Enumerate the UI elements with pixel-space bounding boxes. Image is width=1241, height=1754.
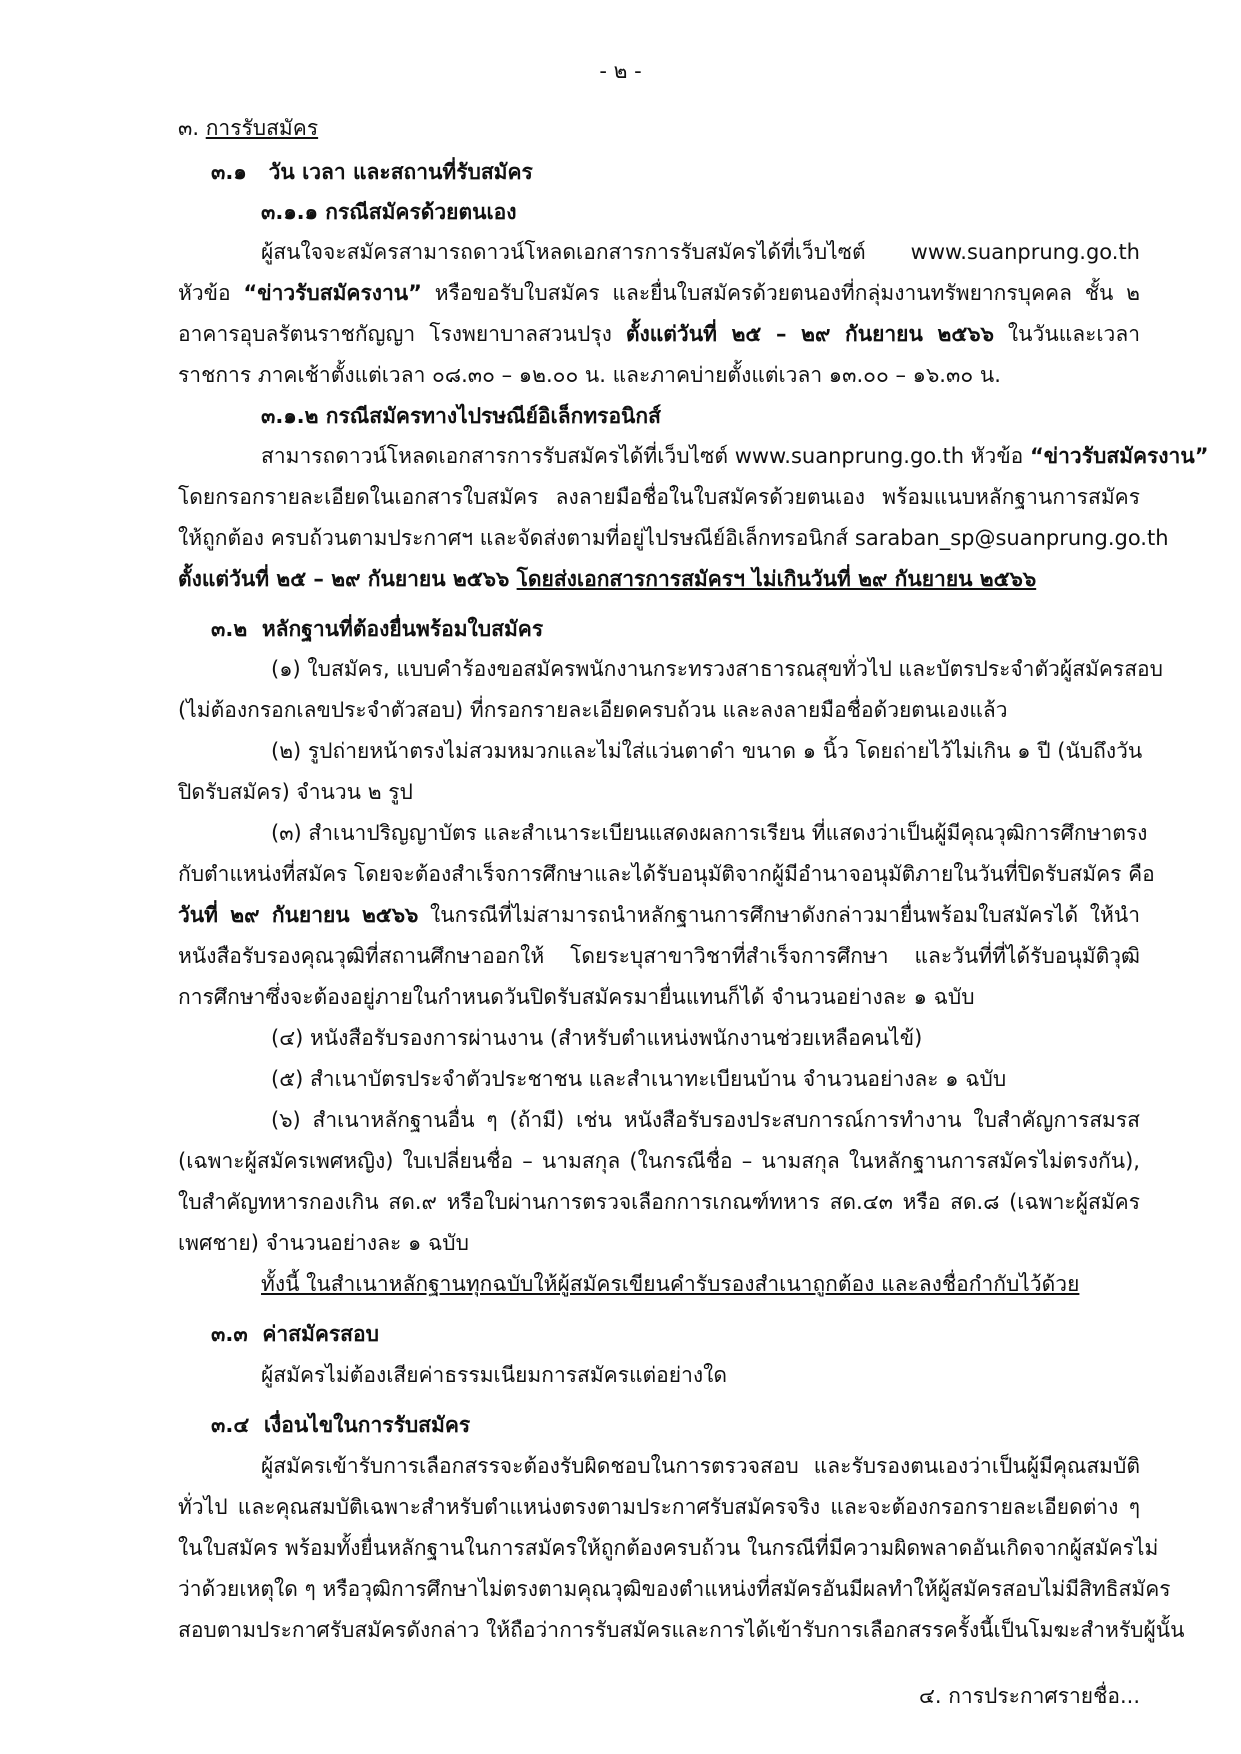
- list-item: (๔) หนังสือรับรองการผ่านงาน (สำหรับตำแหน่งพนักงานช่วยเหลือคนไข้): [271, 1026, 923, 1050]
- list-item-continuation: ปิดรับสมัคร) จำนวน ๒ รูป: [178, 780, 413, 804]
- list-item-continuation: การศึกษาซึ่งจะต้องอยู่ภายในกำหนดวันปิดรับสมัครมายื่นแทนก็ได้ จำนวนอย่างละ ๑ ฉบับ: [178, 985, 975, 1009]
- list-item: (๑) ใบสมัคร, แบบคำร้องขอสมัครพนักงานกระทรวงสาธารณสุขทั่วไป และบัตรประจำตัวผู้สมัครสอบ: [271, 657, 1163, 681]
- page-number: - ๒ -: [599, 59, 642, 83]
- list-item-continuation: ใบสำคัญทหารกองเกิน สด.๙ หรือใบผ่านการตรวจเลือกการเกณฑ์ทหาร สด.๔๓ หรือ สด.๘ (เฉพาะผู้สมัคร: [178, 1190, 1140, 1214]
- bold-text-run: “ข่าวรับสมัครงาน”: [243, 281, 422, 305]
- text-run: สามารถดาวน์โหลดเอกสารการรับสมัครได้ที่เว็บไซต์ www.suanprung.go.th หัวข้อ: [261, 444, 1030, 468]
- paragraph-line: ให้ถูกต้อง ครบถ้วนตามประกาศฯ และจัดส่งตามที่อยู่ไปรษณีย์อิเล็กทรอนิกส์ saraban_sp@suanprung.go.th: [178, 526, 1169, 550]
- paragraph-line: ผู้สมัครเข้ารับการเลือกสรรจะต้องรับผิดชอบในการตรวจสอบ และรับรองตนเองว่าเป็นผู้มีคุณสมบัติ: [261, 1454, 1140, 1478]
- subsection-3-4-number: ๓.๔: [211, 1413, 250, 1437]
- paragraph-line: [261, 436, 1209, 476]
- paragraph-line: ในใบสมัคร พร้อมทั้งยื่นหลักฐานในการสมัครให้ถูกต้องครบถ้วน ในกรณีที่มีความผิดพลาดอันเกิดจากผู้สมัครไม่: [178, 1536, 1159, 1560]
- subsection-3-1-number: ๓.๑: [211, 160, 247, 184]
- paragraph-line: [178, 314, 1140, 354]
- text-run: ในวันและเวลา: [993, 322, 1141, 346]
- list-item-continuation: เพศชาย) จำนวนอย่างละ ๑ ฉบับ: [178, 1231, 469, 1255]
- list-item-continuation: หนังสือรับรองคุณวุฒิที่สถานศึกษาออกให้ โดยระบุสาขาวิชาที่สำเร็จการศึกษา และวันที่ที่ได้รับอนุมัติวุฒิ: [178, 944, 1140, 968]
- subsection-3-3-heading: [211, 1314, 1140, 1354]
- subsection-3-3-title: ค่าสมัครสอบ: [262, 1322, 379, 1346]
- subsection-3-1-heading: [211, 152, 1140, 192]
- list-item-continuation: [178, 895, 1140, 935]
- text-run: หรือขอรับใบสมัคร และยื่นใบสมัครด้วยตนองที่กลุ่มงานทรัพยากรบุคคล ชั้น ๒: [421, 281, 1140, 305]
- subsection-3-4-heading: [211, 1405, 1140, 1445]
- section-number: ๓.: [178, 116, 200, 140]
- bold-text-run: ตั้งแต่วันที่ ๒๕ – ๒๙ กันยายน ๒๕๖๖: [625, 322, 994, 346]
- paragraph-line: สอบตามประกาศรับสมัครดังกล่าว ให้ถือว่าการรับสมัครและการได้เข้ารับการเลือกสรรครั้งนี้เป็นโมฆะสำหรับผู้นั้น: [178, 1618, 1185, 1642]
- paragraph-line: ราชการ ภาคเช้าตั้งแต่เวลา ๐๘.๓๐ – ๑๒.๐๐ น. และภาคบ่ายตั้งแต่เวลา ๑๓.๐๐ – ๑๖.๓๐ น.: [178, 363, 1001, 387]
- list-item-continuation: (ไม่ต้องกรอกเลขประจำตัวสอบ) ที่กรอกรายละเอียดครบถ้วน และลงลายมือชื่อด้วยตนเองแล้ว: [178, 698, 1008, 722]
- text-run: อาคารอุบลรัตนราชกัญญา โรงพยาบาลสวนปรุง: [178, 322, 626, 346]
- list-item-continuation: กับตำแหน่งที่สมัคร โดยจะต้องสำเร็จการศึกษาและได้รับอนุมัติจากผู้มีอำนาจอนุมัติภายในวันที่ปิดรับสมัคร คือ: [178, 862, 1155, 886]
- clause-3-1-1-heading: ๓.๑.๑ กรณีสมัครด้วยตนเอง: [261, 200, 517, 224]
- paragraph-line: ทั่วไป และคุณสมบัติเฉพาะสำหรับตำแหน่งตรงตามประกาศรับสมัครจริง และจะต้องกรอกรายละเอียดต่าง ๆ: [178, 1495, 1140, 1519]
- paragraph-line: ว่าด้วยเหตุใด ๆ หรือวุฒิการศึกษาไม่ตรงตามคุณวุฒิของตำแหน่งที่สมัครอันมีผลทำให้ผู้สมัครสอบไม่มีสิทธิสมัคร: [178, 1577, 1171, 1601]
- bold-text-run: วันที่ ๒๙ กันยายน ๒๕๖๖: [178, 903, 419, 927]
- paragraph-line: โดยกรอกรายละเอียดในเอกสารใบสมัคร ลงลายมือชื่อในใบสมัครด้วยตนเอง พร้อมแนบหลักฐานการสมัคร: [178, 485, 1140, 509]
- subsection-3-2-number: ๓.๒: [211, 617, 248, 641]
- subsection-3-1-title: วัน เวลา และสถานที่รับสมัคร: [268, 160, 533, 184]
- clause-3-1-2-heading: ๓.๑.๒ กรณีสมัครทางไปรษณีย์อิเล็กทรอนิกส์: [261, 404, 661, 428]
- subsection-3-2-title: หลักฐานที่ต้องยื่นพร้อมใบสมัคร: [261, 617, 544, 641]
- bold-text-run: ตั้งแต่วันที่ ๒๕ – ๒๙ กันยายน ๒๕๖๖: [178, 567, 517, 591]
- list-item: (๖) สำเนาหลักฐานอื่น ๆ (ถ้ามี) เช่น หนังสือรับรองประสบการณ์การทำงาน ใบสำคัญการสมรส: [271, 1108, 1140, 1132]
- subsection-3-2-heading: [211, 609, 1140, 649]
- bold-text-run: “ข่าวรับสมัครงาน”: [1029, 444, 1209, 468]
- list-item-continuation: (เฉพาะผู้สมัครเพศหญิง) ใบเปลี่ยนชื่อ – นามสกุล (ในกรณีชื่อ – นามสกุล ในหลักฐานการสมัครไม่ตรงกัน),: [178, 1149, 1140, 1173]
- paragraph-line: [178, 559, 1140, 599]
- certification-note: ทั้งนี้ ในสำเนาหลักฐานทุกฉบับให้ผู้สมัครเขียนคำรับรองสำเนาถูกต้อง และลงชื่อกำกับไว้ด้วย: [261, 1272, 1080, 1296]
- continuation-footer: ๔. การประกาศรายชื่อ...: [918, 1684, 1140, 1708]
- section-title: การรับสมัคร: [205, 116, 319, 140]
- text-run: ในกรณีที่ไม่สามารถนำหลักฐานการศึกษาดังกล่าวมายื่นพร้อมใบสมัครได้ ให้นำ: [418, 903, 1140, 927]
- list-item: (๒) รูปถ่ายหน้าตรงไม่สวมหมวกและไม่ใส่แว่นตาดำ ขนาด ๑ นิ้ว โดยถ่ายไว้ไม่เกิน ๑ ปี (นับถึงวัน: [271, 739, 1143, 763]
- paragraph-line: ผู้สนใจจะสมัครสามารถดาวน์โหลดเอกสารการรับสมัครได้ที่เว็บไซต์ www.suanprung.go.th: [261, 240, 1140, 264]
- list-item: (๕) สำเนาบัตรประจำตัวประชาชน และสำเนาทะเบียนบ้าน จำนวนอย่างละ ๑ ฉบับ: [271, 1067, 1007, 1091]
- underlined-text-run: โดยส่งเอกสารการสมัครฯ ไม่เกินวันที่ ๒๙ กันยายน ๒๕๖๖: [516, 567, 1037, 591]
- subsection-3-3-number: ๓.๓: [211, 1322, 248, 1346]
- list-item: (๓) สำเนาปริญญาบัตร และสำเนาระเบียนแสดงผลการเรียน ที่แสดงว่าเป็นผู้มีคุณวุฒิการศึกษาตรง: [271, 821, 1148, 845]
- paragraph-line: [178, 273, 1140, 313]
- paragraph-line: ผู้สมัครไม่ต้องเสียค่าธรรมเนียมการสมัครแต่อย่างใด: [261, 1363, 728, 1387]
- subsection-3-4-title: เงื่อนไขในการรับสมัคร: [263, 1413, 471, 1437]
- text-run: หัวข้อ: [178, 281, 244, 305]
- section-heading: [178, 108, 1140, 148]
